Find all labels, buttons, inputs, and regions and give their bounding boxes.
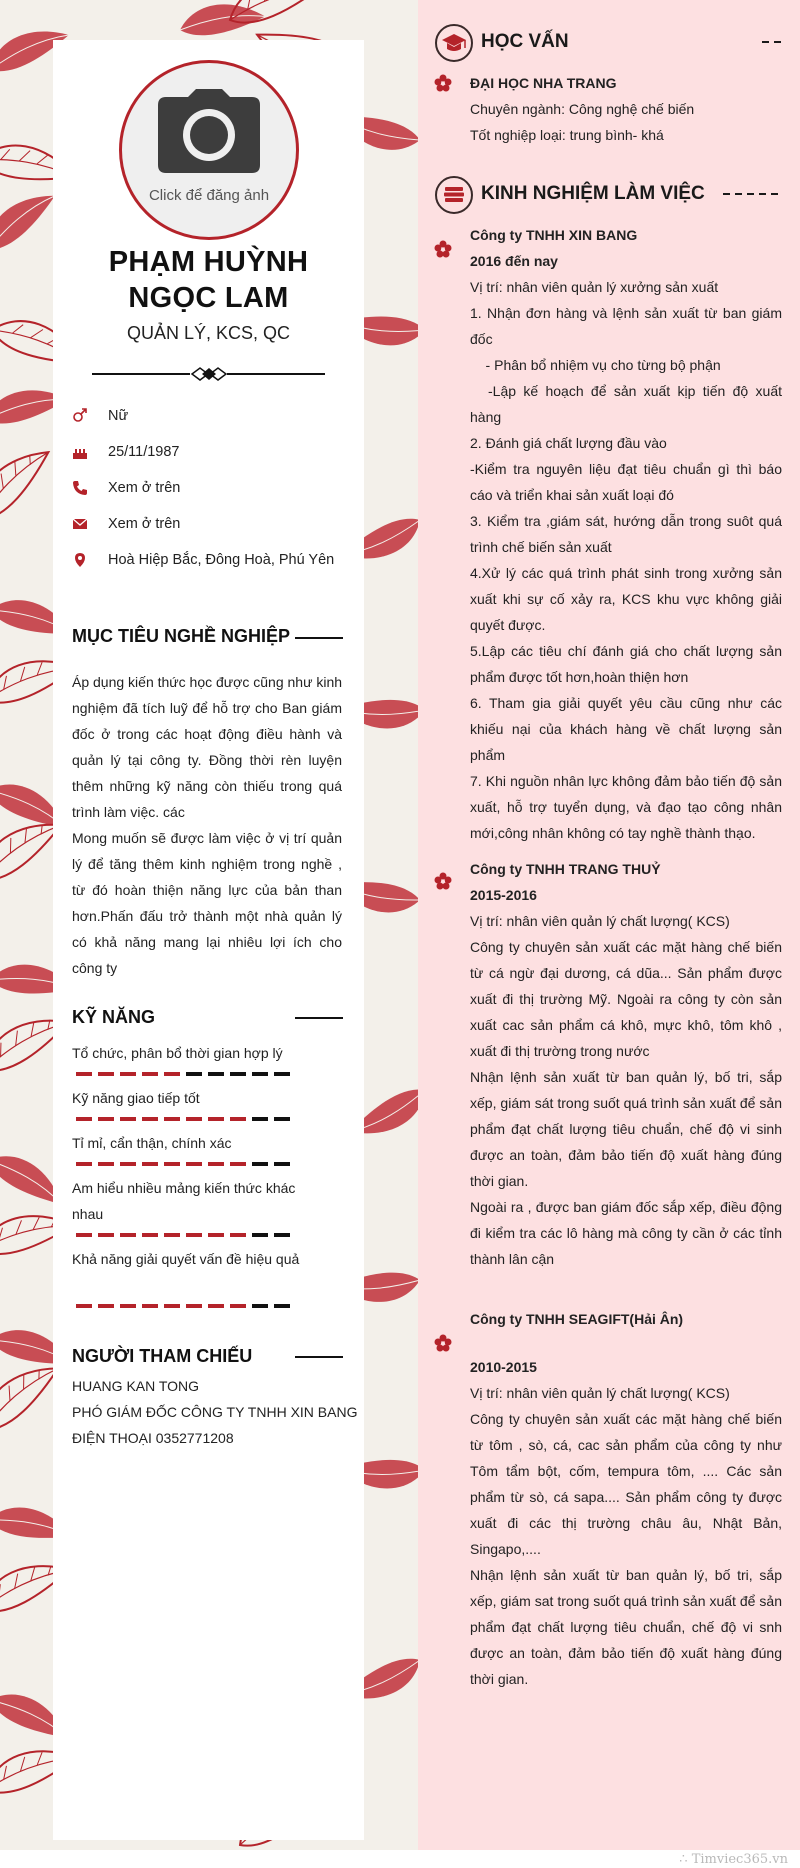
job-2-line: Ngoài ra , được ban giám đốc sắp xếp, điều động đi kiểm tra các lô hàng mà công ty cần ở các tỉnh thành lân cận — [470, 1199, 782, 1267]
email-icon — [72, 516, 88, 532]
job-1-period: 2016 đến nay — [470, 253, 558, 269]
skill-bar-segment — [208, 1072, 224, 1076]
skill-bar-segment — [98, 1117, 114, 1121]
objective-paragraph-2: Mong muốn sẽ được làm việc ở vị trí quản lý để tăng thêm kinh nghiệm trong nghề , từ đó hoàn thiện năng lực của bản than hơn.Phấn đấu trở thành một nhà quản lý có khả năng mang lại nhiêu lợi ích cho công ty — [72, 830, 342, 976]
skill-bar-4 — [76, 1233, 296, 1237]
skill-label-2: Kỹ năng giao tiếp tốt — [72, 1090, 200, 1106]
job-1-line: 7. Khi nguồn nhân lực không đảm bảo tiến độ sản xuất, hỗ trợ tuyển dụng, và đạo tạo công nhân mới,công nhân không có tay nghề thành thạo. — [470, 773, 782, 841]
education-title: HỌC VẤN — [481, 31, 569, 52]
job-1-line: -Lập kế hoạch để sản xuất kịp tiến độ xuất hàng — [470, 383, 782, 425]
skill-bar-segment — [186, 1162, 202, 1166]
skill-bar-segment — [142, 1117, 158, 1121]
skill-bar-segment — [142, 1072, 158, 1076]
name-line-1: PHẠM HUỲNH — [108, 246, 309, 278]
skill-bar-segment — [120, 1162, 136, 1166]
avatar[interactable] — [119, 60, 299, 240]
skill-bar-segment — [164, 1162, 180, 1166]
skill-label-4: Am hiểu nhiều mảng kiến thức khác nhau — [72, 1180, 296, 1222]
skill-bar-segment — [230, 1117, 246, 1121]
skill-bar-segment — [164, 1117, 180, 1121]
gender-icon — [72, 408, 88, 424]
objective-paragraph-1: Áp dụng kiến thức học được cũng như kinh nghiệm đã tích luỹ để hỗ trợ cho Ban giám đốc ở trong các hoạt động điều hành và quản lý tại công ty. Đồng thời rèn luyện thêm những kỹ năng còn thiếu trong quá trình làm việc. các — [72, 674, 343, 820]
skill-bar-segment — [208, 1233, 224, 1237]
skill-bar-segment — [164, 1072, 180, 1076]
skill-bar-1 — [76, 1072, 296, 1076]
job-2-line: Công ty chuyên sản xuất các mặt hàng chế biến từ cá ngừ đại dương, cá dũa... Sản phẩm được xuất đi thị trường Mỹ. Ngoài ra công ty còn sản xuất cac sản phẩm cá khô, mực khô, tôm khô , xuất đi thị trường trong nước — [470, 939, 782, 1059]
skill-bar-segment — [208, 1162, 224, 1166]
skill-bar-segment — [230, 1233, 246, 1237]
reference-name: HUANG KAN TONG — [72, 1378, 200, 1394]
experience-title-dashes — [723, 193, 783, 195]
experience-icon-circle — [435, 176, 473, 214]
job-3-period: 2010-2015 — [470, 1359, 537, 1375]
skill-bar-segment — [76, 1304, 92, 1308]
skill-bar-segment — [230, 1162, 246, 1166]
job-3-line: Nhận lệnh sản xuất từ ban quản lý, bố tri, sắp xếp, giám sat trong suốt quá trình sản xuất để sản phẩm đạt chất lượng tiêu chuẩn, chế độ vi snh được an toàn, đảm bảo tiến độ xuất hàng đúng thời gian. — [470, 1567, 782, 1687]
job-1-line: - Phân bổ nhiệm vụ cho từng bộ phận — [470, 357, 721, 373]
skill-bar-segment — [164, 1304, 180, 1308]
education-school: ĐẠI HỌC NHA TRANG — [470, 75, 617, 91]
skill-bar-segment — [76, 1117, 92, 1121]
skill-bar-segment — [274, 1072, 290, 1076]
graduation-cap-icon — [437, 26, 471, 60]
flower-bullet-icon — [434, 1334, 452, 1352]
objective-title-line — [295, 637, 343, 639]
job-1-line: 4.Xử lý các quá trình phát sinh trong xưởng sản xuất khi sự cố xảy ra, KCS khu vực không giải quyết được. — [470, 565, 782, 633]
skill-bar-segment — [186, 1117, 202, 1121]
name-line-2: NGỌC LAM — [128, 282, 289, 314]
reference-position: PHÓ GIÁM ĐỐC CÔNG TY TNHH XIN BANG — [72, 1404, 358, 1420]
avatar-upload-caption[interactable]: Click để đăng ảnh — [148, 187, 270, 204]
education-title-dashes — [762, 41, 782, 43]
job-2-line: Vị trí: nhân viên quản lý chất lượng( KCS) — [470, 913, 730, 929]
skill-bar-segment — [274, 1304, 290, 1308]
reference-phone: ĐIỆN THOẠI 0352771208 — [72, 1430, 234, 1446]
skill-bar-segment — [274, 1162, 290, 1166]
job-title: QUẢN LÝ, KCS, QC — [126, 323, 291, 343]
job-3-spacer — [470, 1332, 782, 1354]
job-1-line: -Kiểm tra nguyên liệu đạt tiêu chuẩn gì thì báo cáo và triển khai sản xuất loại đó — [470, 461, 782, 503]
skill-bar-5 — [76, 1304, 296, 1308]
skill-bar-segment — [98, 1162, 114, 1166]
skills-title-line — [295, 1017, 343, 1019]
skill-bar-segment — [186, 1233, 202, 1237]
gender-text: Nữ — [108, 408, 129, 424]
skill-bar-segment — [186, 1072, 202, 1076]
phone-text: Xem ở trên — [108, 480, 181, 496]
full-name — [53, 244, 364, 316]
job-3-line: Vị trí: nhân viên quản lý chất lượng( KCS) — [470, 1385, 730, 1401]
skill-bar-segment — [98, 1233, 114, 1237]
skill-bar-segment — [230, 1304, 246, 1308]
skill-bar-segment — [98, 1072, 114, 1076]
education-icon-circle — [435, 24, 473, 62]
job-3 — [470, 1306, 782, 1692]
skill-bar-segment — [98, 1304, 114, 1308]
skill-bar-segment — [142, 1162, 158, 1166]
references-title: NGƯỜI THAM CHIẾU — [72, 1346, 253, 1366]
skill-bar-segment — [120, 1304, 136, 1308]
skill-bar-segment — [252, 1233, 268, 1237]
skills-title: KỸ NĂNG — [72, 1007, 156, 1027]
experience-title: KINH NGHIỆM LÀM VIỆC — [481, 183, 705, 204]
skill-bar-3 — [76, 1162, 296, 1166]
job-2-period: 2015-2016 — [470, 887, 537, 903]
skill-label-5: Khả năng giải quyết vấn đề hiệu quả — [72, 1251, 300, 1267]
job-1-line: 1. Nhận đơn hàng và lệnh sản xuất từ ban giám đốc — [470, 305, 782, 347]
job-1-line: 2. Đánh giá chất lượng đầu vào — [470, 435, 667, 451]
skill-bar-segment — [142, 1304, 158, 1308]
ornament-divider — [92, 367, 325, 381]
education-details — [470, 70, 782, 148]
job-1-company: Công ty TNHH XIN BANG — [470, 227, 638, 243]
skill-bar-segment — [142, 1233, 158, 1237]
flower-bullet-icon — [434, 74, 452, 92]
skill-bar-segment — [230, 1072, 246, 1076]
job-1 — [470, 222, 782, 846]
references-title-line — [295, 1356, 343, 1358]
skill-bar-segment — [208, 1304, 224, 1308]
skill-bar-segment — [120, 1072, 136, 1076]
job-3-line: Công ty chuyên sản xuất các mặt hàng chế biến từ tôm , sò, cá, cac sản phẩm của công ty như Tôm tẩm bột, cốm, tempura tôm, .... Các sản phẩm từ sò, cá sapa.... Sản phẩm công ty được xuất đi các thị trường châu âu, Nhật Bản, Singapo,.... — [470, 1411, 782, 1557]
address-text: Hoà Hiệp Bắc, Đông Hoà, Phú Yên — [108, 552, 335, 568]
skill-bar-segment — [252, 1162, 268, 1166]
skill-bar-segment — [252, 1117, 268, 1121]
camera-icon — [158, 89, 260, 173]
flower-bullet-icon — [434, 872, 452, 890]
job-3-company: Công ty TNHH SEAGIFT(Hải Ân) — [470, 1311, 684, 1327]
job-2-company: Công ty TNHH TRANG THUỶ — [470, 861, 661, 877]
objective-title: MỤC TIÊU NGHỀ NGHIỆP — [72, 626, 291, 646]
skill-bar-segment — [208, 1117, 224, 1121]
skill-bar-segment — [76, 1072, 92, 1076]
objective-text — [72, 669, 342, 981]
job-1-line: 3. Kiểm tra ,giám sát, hướng dẫn trong suôt quá trình chế biến sản xuất — [470, 513, 782, 555]
skill-bar-segment — [76, 1233, 92, 1237]
skill-bar-segment — [76, 1162, 92, 1166]
books-icon — [437, 178, 471, 212]
job-1-line: 6. Tham gia giải quyết yêu cầu cũng như các khiếu nại của khách hàng về chất lượng sản phẩm — [470, 695, 782, 763]
education-major: Chuyên ngành: Công nghệ chế biến — [470, 101, 695, 117]
job-1-line: 5.Lập các tiêu chí đánh giá cho chất lượng sản phẩm được tốt hơn,hoàn thiện hơn — [470, 643, 782, 685]
skill-bar-segment — [120, 1117, 136, 1121]
job-1-line: Vị trí: nhân viên quản lý xưởng sản xuất — [470, 279, 719, 295]
location-pin-icon — [72, 552, 88, 568]
education-grade: Tốt nghiệp loại: trung bình- khá — [470, 127, 664, 143]
skill-label-1: Tổ chức, phân bổ thời gian hợp lý — [72, 1045, 283, 1061]
skill-bar-segment — [164, 1233, 180, 1237]
job-2 — [470, 856, 782, 1272]
skill-bar-segment — [120, 1233, 136, 1237]
skill-label-3: Tỉ mỉ, cẩn thận, chính xác — [72, 1135, 232, 1151]
skill-bar-segment — [252, 1304, 268, 1308]
skill-bar-segment — [252, 1072, 268, 1076]
phone-icon — [72, 480, 88, 496]
skill-bar-segment — [274, 1233, 290, 1237]
birthday-cake-icon — [72, 444, 88, 460]
skill-bar-2 — [76, 1117, 296, 1121]
job-2-line: Nhận lệnh sản xuất từ ban quản lý, bố tri, sắp xếp, giám sát trong suốt quá trình sản xuất để sản phẩm đạt chất lượng tiêu chuẩn, chế độ vi sinh được an toàn, đảm bảo tiến độ xuất hàng đúng thời gian. — [470, 1069, 782, 1189]
flower-bullet-icon — [434, 240, 452, 258]
watermark: ∴ Timviec365.vn — [679, 1852, 788, 1867]
skill-bar-segment — [186, 1304, 202, 1308]
skill-bar-segment — [274, 1117, 290, 1121]
birthday-text: 25/11/1987 — [108, 444, 180, 460]
email-text: Xem ở trên — [108, 516, 181, 532]
